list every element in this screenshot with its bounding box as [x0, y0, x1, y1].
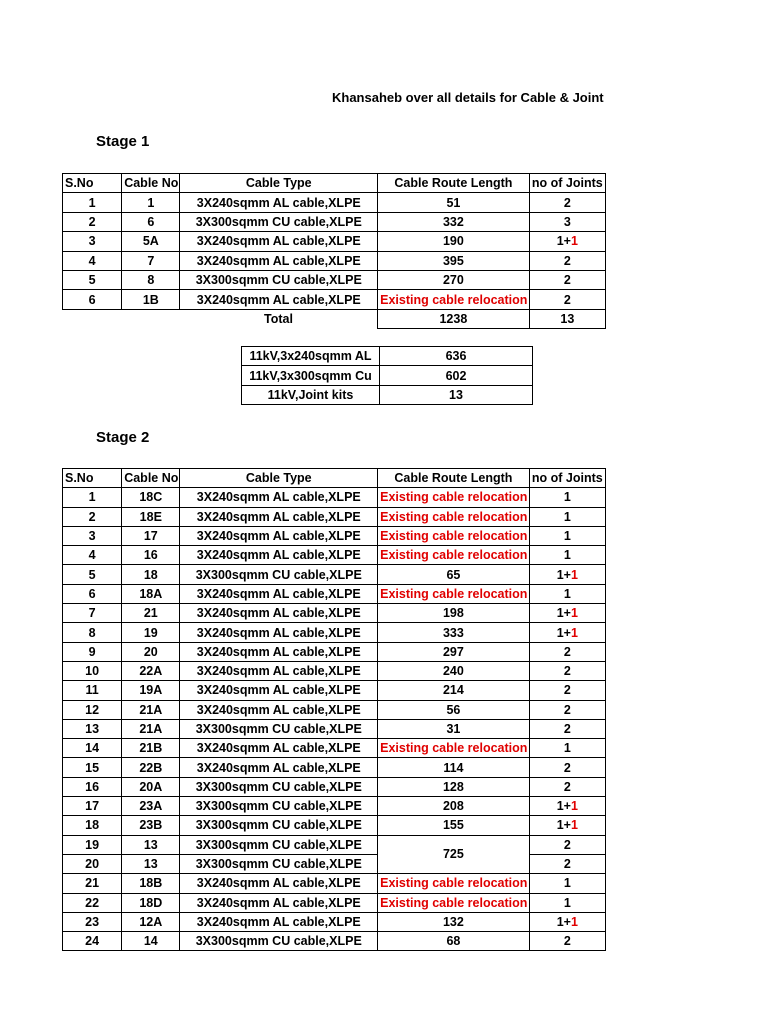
route-length-cell: 68	[378, 932, 530, 951]
table-row	[63, 290, 606, 309]
table-row	[63, 777, 606, 796]
sno-cell: 24	[63, 932, 122, 951]
route-length-cell: 155	[378, 816, 530, 835]
table-row	[63, 700, 606, 719]
table-row	[63, 835, 606, 854]
table-row	[63, 642, 606, 661]
cable-no-cell: 18	[122, 565, 180, 584]
joints-cell	[529, 816, 605, 835]
cable-no-cell: 22A	[122, 661, 180, 680]
route-length-cell: 214	[378, 681, 530, 700]
joints-cell: 3	[529, 212, 605, 231]
joints-cell: 2	[529, 854, 605, 873]
total-length: 1238	[378, 309, 530, 328]
joints-cell: 2	[529, 700, 605, 719]
cable-type-header: Cable Type	[180, 174, 378, 193]
cable-type-cell: 3X240sqmm AL cable,XLPE	[180, 232, 378, 251]
route-length-cell: Existing cable relocation	[378, 874, 530, 893]
joints-cell: 2	[529, 777, 605, 796]
sno-cell: 19	[63, 835, 122, 854]
sno-cell: 21	[63, 874, 122, 893]
sno-cell: 1	[63, 488, 122, 507]
table-row	[63, 912, 606, 931]
cable-no-header: Cable No	[122, 469, 180, 488]
joints-header: no of Joints	[529, 469, 605, 488]
cable-type-cell: 3X300sqmm CU cable,XLPE	[180, 932, 378, 951]
total-row	[63, 309, 606, 328]
joints-cell: 2	[529, 932, 605, 951]
joints-base: 1+	[556, 234, 571, 249]
route-length-cell: 56	[378, 700, 530, 719]
cable-type-cell: 3X240sqmm AL cable,XLPE	[180, 912, 378, 931]
table-row	[63, 661, 606, 680]
cable-no-cell: 18C	[122, 488, 180, 507]
route-length-cell: 270	[378, 270, 530, 289]
joints-base: 1+	[556, 606, 571, 621]
sno-cell: 17	[63, 797, 122, 816]
route-length-cell: 297	[378, 642, 530, 661]
cable-type-cell: 3X240sqmm AL cable,XLPE	[180, 507, 378, 526]
cable-type-cell: 3X240sqmm AL cable,XLPE	[180, 604, 378, 623]
route-length-cell: 65	[378, 565, 530, 584]
joints-cell: 1	[529, 584, 605, 603]
joints-cell: 2	[529, 193, 605, 212]
joints-cell: 1	[529, 546, 605, 565]
cable-no-cell: 21A	[122, 719, 180, 738]
cable-type-cell: 3X240sqmm AL cable,XLPE	[180, 488, 378, 507]
route-length-cell: Existing cable relocation	[378, 488, 530, 507]
joints-base: 1+	[556, 818, 571, 833]
joints-cell	[529, 604, 605, 623]
cable-type-cell: 3X300sqmm CU cable,XLPE	[180, 854, 378, 873]
cable-type-cell: 3X300sqmm CU cable,XLPE	[180, 777, 378, 796]
cable-no-cell: 12A	[122, 912, 180, 931]
blank-cell	[63, 309, 122, 328]
cable-type-cell: 3X240sqmm AL cable,XLPE	[180, 546, 378, 565]
cable-no-cell: 18E	[122, 507, 180, 526]
cable-type-cell: 3X300sqmm CU cable,XLPE	[180, 565, 378, 584]
summary-value: 636	[380, 347, 533, 366]
summary-value: 602	[380, 366, 533, 385]
cable-no-cell: 19A	[122, 681, 180, 700]
cable-no-cell: 18A	[122, 584, 180, 603]
cable-type-cell: 3X240sqmm AL cable,XLPE	[180, 874, 378, 893]
sno-cell: 2	[63, 507, 122, 526]
joints-cell: 2	[529, 642, 605, 661]
route-length-header: Cable Route Length	[378, 174, 530, 193]
table-row	[63, 212, 606, 231]
route-length-cell: 198	[378, 604, 530, 623]
header-row	[63, 469, 606, 488]
table-row	[63, 739, 606, 758]
cable-no-cell: 23B	[122, 816, 180, 835]
joints-base: 1+	[556, 914, 571, 929]
sno-cell: 7	[63, 604, 122, 623]
cable-no-cell: 14	[122, 932, 180, 951]
sno-cell: 10	[63, 661, 122, 680]
sno-cell: 13	[63, 719, 122, 738]
cable-no-cell: 8	[122, 270, 180, 289]
cable-no-cell: 21	[122, 604, 180, 623]
cable-type-cell: 3X300sqmm CU cable,XLPE	[180, 719, 378, 738]
sno-cell: 4	[63, 251, 122, 270]
table-row	[63, 584, 606, 603]
table-row	[63, 193, 606, 212]
cable-type-cell: 3X240sqmm AL cable,XLPE	[180, 893, 378, 912]
cable-type-cell: 3X300sqmm CU cable,XLPE	[180, 212, 378, 231]
route-length-cell: 128	[378, 777, 530, 796]
table-row	[63, 681, 606, 700]
cable-no-cell: 22B	[122, 758, 180, 777]
cable-no-cell: 13	[122, 835, 180, 854]
sno-cell: 12	[63, 700, 122, 719]
cable-type-cell: 3X300sqmm CU cable,XLPE	[180, 797, 378, 816]
sno-cell: 3	[63, 526, 122, 545]
cable-type-cell: 3X240sqmm AL cable,XLPE	[180, 251, 378, 270]
joints-cell: 1	[529, 874, 605, 893]
joints-cell: 2	[529, 661, 605, 680]
route-length-cell: 31	[378, 719, 530, 738]
cable-type-cell: 3X240sqmm AL cable,XLPE	[180, 758, 378, 777]
joints-cell	[529, 232, 605, 251]
table-row	[63, 507, 606, 526]
cable-no-cell: 19	[122, 623, 180, 642]
route-length-cell: Existing cable relocation	[378, 584, 530, 603]
route-length-cell: 132	[378, 912, 530, 931]
sno-cell: 14	[63, 739, 122, 758]
cable-no-cell: 23A	[122, 797, 180, 816]
route-length-cell: Existing cable relocation	[378, 739, 530, 758]
route-length-cell: 725	[378, 835, 530, 874]
joints-cell: 2	[529, 758, 605, 777]
joints-cell: 2	[529, 681, 605, 700]
joints-extra: 1	[570, 606, 578, 621]
cable-no-cell: 21A	[122, 700, 180, 719]
sno-header: S.No	[63, 469, 122, 488]
table-row	[63, 816, 606, 835]
cable-type-cell: 3X240sqmm AL cable,XLPE	[180, 661, 378, 680]
stage2-table	[62, 468, 606, 951]
route-length-cell: 332	[378, 212, 530, 231]
total-label: Total	[264, 312, 293, 327]
total-joints: 13	[529, 309, 605, 328]
cable-type-header: Cable Type	[180, 469, 378, 488]
route-length-cell: 240	[378, 661, 530, 680]
joints-extra: 1	[570, 625, 578, 640]
summary-value: 13	[380, 385, 533, 404]
summary-label: 11kV,3x300sqmm Cu	[242, 366, 380, 385]
cable-no-cell: 13	[122, 854, 180, 873]
route-length-header: Cable Route Length	[378, 469, 530, 488]
sno-cell: 6	[63, 290, 122, 309]
route-length-cell: 395	[378, 251, 530, 270]
joints-cell: 1	[529, 507, 605, 526]
joints-header: no of Joints	[529, 174, 605, 193]
route-length-cell: Existing cable relocation	[378, 546, 530, 565]
joints-base: 1+	[556, 567, 571, 582]
joints-cell: 1	[529, 526, 605, 545]
table-row	[63, 893, 606, 912]
sno-cell: 1	[63, 193, 122, 212]
table-row	[63, 758, 606, 777]
summary-table	[241, 346, 533, 405]
joints-cell: 2	[529, 290, 605, 309]
cable-no-cell: 7	[122, 251, 180, 270]
sno-cell: 20	[63, 854, 122, 873]
cable-no-cell: 18B	[122, 874, 180, 893]
joints-extra: 1	[570, 234, 578, 249]
table-row	[63, 719, 606, 738]
cable-type-cell: 3X240sqmm AL cable,XLPE	[180, 681, 378, 700]
joints-cell: 1	[529, 893, 605, 912]
joints-extra: 1	[570, 799, 578, 814]
route-length-cell: Existing cable relocation	[378, 507, 530, 526]
cable-no-cell: 6	[122, 212, 180, 231]
table-row	[63, 546, 606, 565]
blank-cell	[122, 309, 180, 328]
sno-cell: 3	[63, 232, 122, 251]
sno-cell: 22	[63, 893, 122, 912]
joints-cell	[529, 797, 605, 816]
summary-row	[242, 347, 533, 366]
joints-extra: 1	[570, 818, 578, 833]
sno-cell: 4	[63, 546, 122, 565]
cable-type-cell: 3X240sqmm AL cable,XLPE	[180, 623, 378, 642]
table-row	[63, 623, 606, 642]
table-row	[63, 932, 606, 951]
sno-cell: 5	[63, 270, 122, 289]
table-row	[63, 797, 606, 816]
joints-cell	[529, 565, 605, 584]
table-row	[63, 874, 606, 893]
sno-cell: 11	[63, 681, 122, 700]
document-title: Khansaheb over all details for Cable & Joint	[332, 90, 604, 105]
table-row	[63, 488, 606, 507]
sno-cell: 6	[63, 584, 122, 603]
stage1-table	[62, 173, 606, 329]
cable-no-cell: 5A	[122, 232, 180, 251]
sno-cell: 9	[63, 642, 122, 661]
cable-type-cell: 3X240sqmm AL cable,XLPE	[180, 642, 378, 661]
route-length-cell: 333	[378, 623, 530, 642]
table-row	[63, 604, 606, 623]
sno-cell: 18	[63, 816, 122, 835]
joints-cell: 2	[529, 270, 605, 289]
joints-base: 1+	[556, 625, 571, 640]
route-length-cell: 208	[378, 797, 530, 816]
cable-type-cell: 3X240sqmm AL cable,XLPE	[180, 584, 378, 603]
cable-no-cell: 18D	[122, 893, 180, 912]
table-row	[63, 565, 606, 584]
sno-cell: 2	[63, 212, 122, 231]
table-row	[63, 232, 606, 251]
cable-type-cell: 3X300sqmm CU cable,XLPE	[180, 270, 378, 289]
joints-cell: 2	[529, 835, 605, 854]
summary-row	[242, 385, 533, 404]
summary-label: 11kV,3x240sqmm AL	[242, 347, 380, 366]
table-row	[63, 270, 606, 289]
sno-header: S.No	[63, 174, 122, 193]
stage1-heading: Stage 1	[96, 133, 150, 150]
cable-type-cell: 3X240sqmm AL cable,XLPE	[180, 290, 378, 309]
sno-cell: 23	[63, 912, 122, 931]
summary-label: 11kV,Joint kits	[242, 385, 380, 404]
joints-cell: 2	[529, 719, 605, 738]
joints-extra: 1	[570, 567, 578, 582]
cable-type-cell: 3X300sqmm CU cable,XLPE	[180, 835, 378, 854]
route-length-cell: Existing cable relocation	[378, 526, 530, 545]
cable-no-cell: 17	[122, 526, 180, 545]
cable-no-cell: 20	[122, 642, 180, 661]
route-length-cell: 190	[378, 232, 530, 251]
cable-type-cell: 3X240sqmm AL cable,XLPE	[180, 526, 378, 545]
sno-cell: 5	[63, 565, 122, 584]
cable-no-cell: 16	[122, 546, 180, 565]
cable-no-header: Cable No	[122, 174, 180, 193]
sno-cell: 16	[63, 777, 122, 796]
summary-row	[242, 366, 533, 385]
sno-cell: 15	[63, 758, 122, 777]
route-length-cell: 114	[378, 758, 530, 777]
table-row	[63, 251, 606, 270]
joints-cell: 1	[529, 739, 605, 758]
route-length-cell: Existing cable relocation	[378, 893, 530, 912]
cable-type-cell: 3X240sqmm AL cable,XLPE	[180, 700, 378, 719]
route-length-cell: 51	[378, 193, 530, 212]
joints-cell	[529, 623, 605, 642]
cable-no-cell: 21B	[122, 739, 180, 758]
joints-cell: 2	[529, 251, 605, 270]
cable-no-cell: 20A	[122, 777, 180, 796]
cable-no-cell: 1B	[122, 290, 180, 309]
joints-base: 1+	[556, 799, 571, 814]
joints-cell	[529, 912, 605, 931]
cable-no-cell: 1	[122, 193, 180, 212]
joints-cell: 1	[529, 488, 605, 507]
stage2-heading: Stage 2	[96, 429, 150, 446]
cable-type-cell: 3X300sqmm CU cable,XLPE	[180, 816, 378, 835]
table-row	[63, 526, 606, 545]
sno-cell: 8	[63, 623, 122, 642]
cable-type-cell: 3X240sqmm AL cable,XLPE	[180, 739, 378, 758]
cable-type-cell: 3X240sqmm AL cable,XLPE	[180, 193, 378, 212]
route-length-cell: Existing cable relocation	[378, 290, 530, 309]
header-row	[63, 174, 606, 193]
joints-extra: 1	[570, 914, 578, 929]
